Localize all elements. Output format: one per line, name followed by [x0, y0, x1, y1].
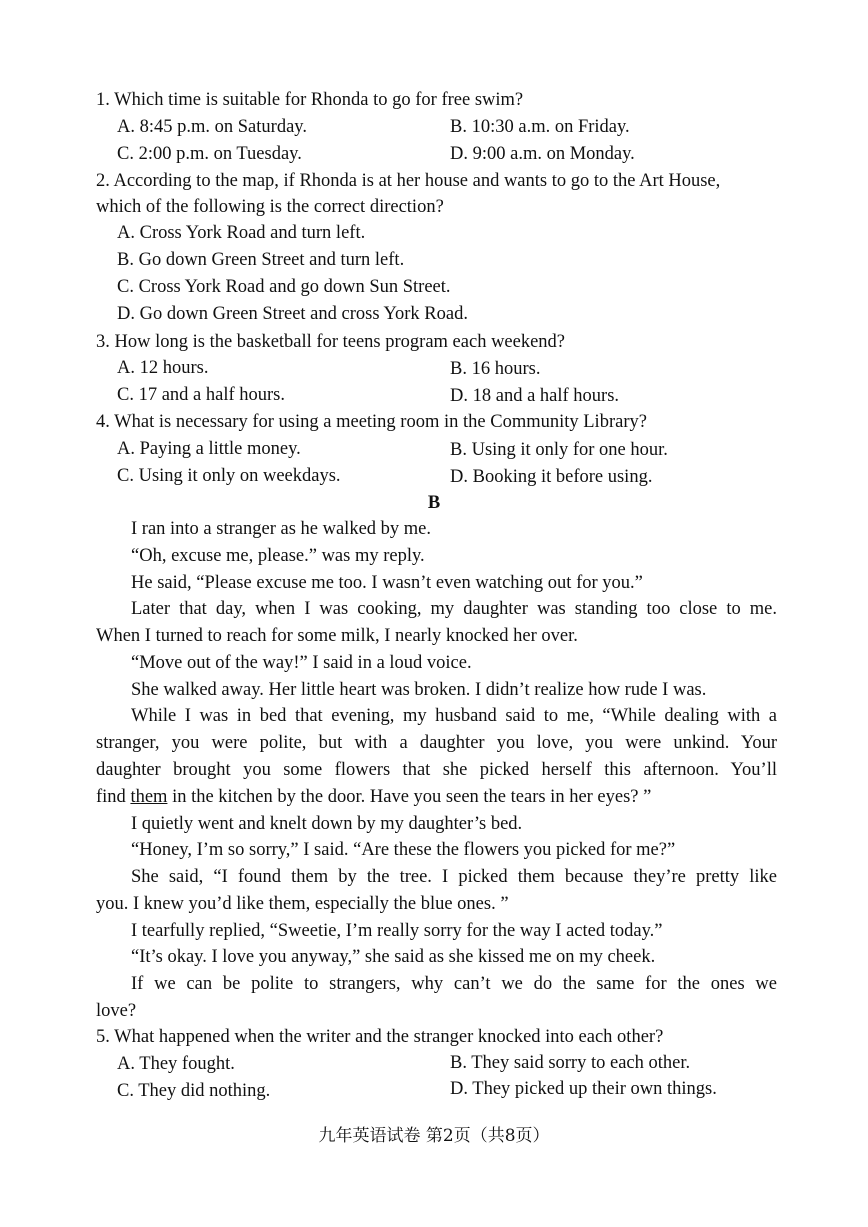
question-4-option-a: A. Paying a little money.: [117, 439, 301, 459]
question-4-option-c: C. Using it only on weekdays.: [117, 466, 341, 486]
question-1-option-d: D. 9:00 a.m. on Monday.: [450, 144, 635, 164]
passage-line: She walked away. Her little heart was broken. I didn’t realize how rude I was.: [131, 680, 707, 700]
passage-line: “Oh, excuse me, please.” was my reply.: [131, 546, 425, 566]
passage-line: love?: [96, 1001, 137, 1021]
passage-line: “Move out of the way!” I said in a loud voice.: [131, 653, 472, 673]
page-footer: 九年英语试卷 第2页（共8页）: [318, 1126, 550, 1146]
passage-line-with-underline: [96, 785, 651, 809]
passage-word: find: [96, 787, 126, 807]
underlined-word-them: them: [130, 787, 168, 807]
question-5-option-b: B. They said sorry to each other.: [450, 1053, 691, 1073]
passage-line: I ran into a stranger as he walked by me.: [131, 519, 432, 539]
passage-line: When I turned to reach for some milk, I nearly knocked her over.: [96, 626, 578, 646]
passage-line: I quietly went and knelt down by my daughter’s bed.: [131, 814, 523, 834]
question-2-option-c: C. Cross York Road and go down Sun Street.: [117, 277, 451, 297]
question-2-option-d: D. Go down Green Street and cross York Road.: [117, 304, 468, 324]
question-1-option-c: C. 2:00 p.m. on Tuesday.: [117, 144, 302, 164]
passage-line: you. I knew you’d like them, especially the blue ones. ”: [96, 894, 509, 914]
question-1-option-a: A. 8:45 p.m. on Saturday.: [117, 117, 307, 137]
question-4-option-d: D. Booking it before using.: [450, 467, 653, 487]
question-3-option-a: A. 12 hours.: [117, 358, 209, 378]
passage-line: I tearfully replied, “Sweetie, I’m really sorry for the way I acted today.”: [131, 921, 663, 941]
question-2-option-a: A. Cross York Road and turn left.: [117, 223, 366, 243]
question-5-option-c: C. They did nothing.: [117, 1081, 271, 1101]
question-5-stem: 5. What happened when the writer and the stranger knocked into each other?: [96, 1027, 664, 1047]
passage-line: If we can be polite to strangers, why can’t we do the same for the ones we: [131, 974, 777, 994]
passage-line: Later that day, when I was cooking, my daughter was standing too close to me.: [131, 599, 777, 619]
passage-line: stranger, you were polite, but with a daughter you love, you were unkind. Your: [96, 733, 777, 753]
question-5-option-a: A. They fought.: [117, 1054, 235, 1074]
question-2-stem-line-1: 2. According to the map, if Rhonda is at her house and wants to go to the Art House,: [96, 171, 721, 191]
question-2-option-b: B. Go down Green Street and turn left.: [117, 250, 405, 270]
question-4-option-b: B. Using it only for one hour.: [450, 440, 668, 460]
question-1-stem: 1. Which time is suitable for Rhonda to go for free swim?: [96, 90, 524, 110]
question-3-option-c: C. 17 and a half hours.: [117, 385, 286, 405]
passage-line: “It’s okay. I love you anyway,” she said as she kissed me on my cheek.: [131, 947, 656, 967]
question-1-option-b: B. 10:30 a.m. on Friday.: [450, 117, 630, 137]
question-3-stem: 3. How long is the basketball for teens program each weekend?: [96, 332, 566, 352]
passage-line: She said, “I found them by the tree. I picked them because they’re pretty like: [131, 867, 777, 887]
passage-text: in the kitchen by the door. Have you seen the tears in her eyes? ”: [172, 787, 652, 807]
question-3-option-b: B. 16 hours.: [450, 359, 541, 379]
question-5-option-d: D. They picked up their own things.: [450, 1079, 717, 1099]
question-4-stem: 4. What is necessary for using a meeting room in the Community Library?: [96, 412, 647, 432]
section-b-heading: B: [427, 493, 441, 513]
passage-line: “Honey, I’m so sorry,” I said. “Are these the flowers you picked for me?”: [131, 840, 676, 860]
passage-line: daughter brought you some flowers that she picked herself this afternoon. You’ll: [96, 760, 777, 780]
passage-line: He said, “Please excuse me too. I wasn’t even watching out for you.”: [131, 573, 643, 593]
passage-line: While I was in bed that evening, my husband said to me, “While dealing with a: [131, 706, 777, 726]
question-3-option-d: D. 18 and a half hours.: [450, 386, 620, 406]
question-2-stem-line-2: which of the following is the correct direction?: [96, 197, 444, 217]
